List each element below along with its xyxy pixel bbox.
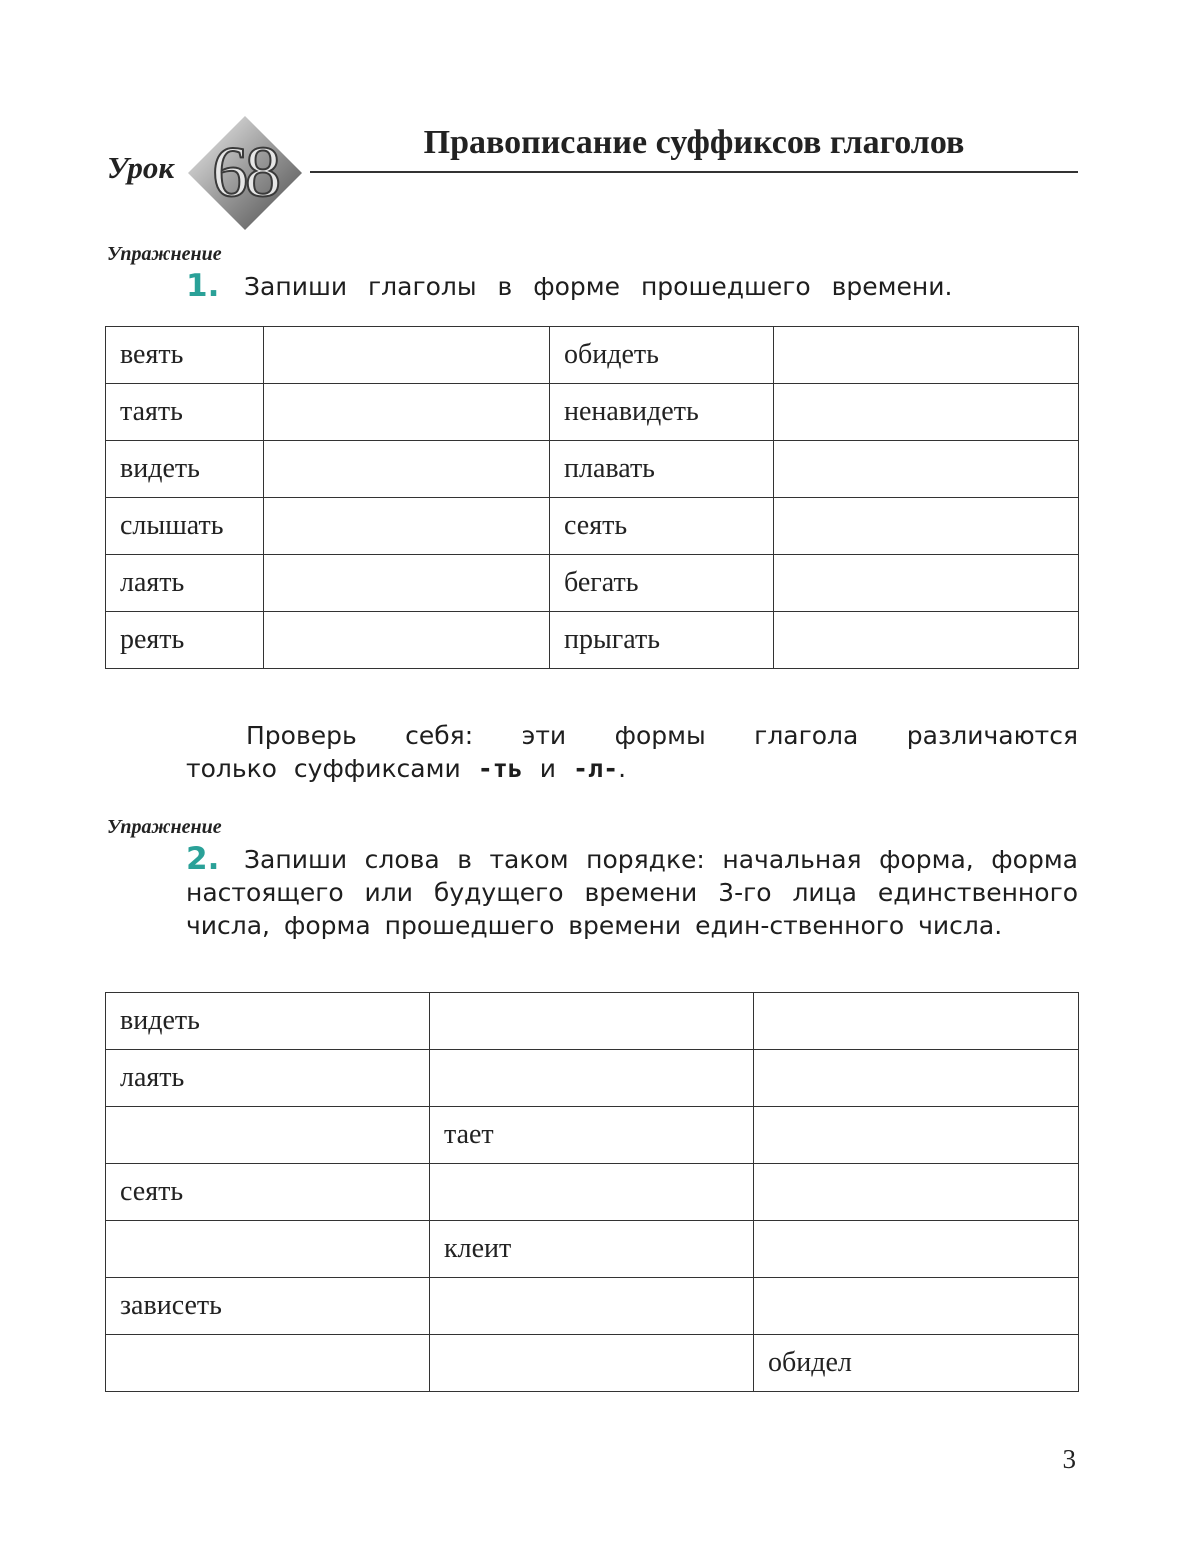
answer-cell[interactable] — [264, 612, 550, 669]
word-cell: клеит — [430, 1221, 754, 1278]
table-row — [106, 1050, 1079, 1107]
answer-cell[interactable] — [754, 1221, 1079, 1278]
answer-cell[interactable] — [430, 1335, 754, 1392]
word-cell: видеть — [106, 993, 430, 1050]
answer-cell[interactable] — [106, 1107, 430, 1164]
table-row — [106, 384, 1079, 441]
answer-cell[interactable] — [774, 498, 1079, 555]
check-line-1: Проверь себя: эти формы глагола различаются — [246, 721, 1078, 750]
answer-cell[interactable] — [754, 993, 1079, 1050]
word-cell: обидеть — [550, 327, 774, 384]
answer-cell[interactable] — [430, 1278, 754, 1335]
answer-cell[interactable] — [430, 993, 754, 1050]
exercise-1-table — [105, 326, 1079, 669]
word-cell: сеять — [106, 1164, 430, 1221]
lesson-number: 68 — [212, 132, 278, 212]
word-cell: ненавидеть — [550, 384, 774, 441]
suffix-2: -л- — [573, 754, 619, 783]
answer-cell[interactable] — [106, 1335, 430, 1392]
word-cell: лаять — [106, 555, 264, 612]
lesson-word: Урок — [107, 150, 175, 185]
table-row — [106, 555, 1079, 612]
answer-cell[interactable] — [774, 384, 1079, 441]
answer-cell[interactable] — [264, 441, 550, 498]
table-row — [106, 498, 1079, 555]
word-cell: обидел — [754, 1335, 1079, 1392]
table-row — [106, 1164, 1079, 1221]
suffix-1: -ть — [477, 754, 523, 783]
word-cell: веять — [106, 327, 264, 384]
exercise-1-label: Упражнение — [107, 243, 222, 265]
answer-cell[interactable] — [264, 555, 550, 612]
answer-cell[interactable] — [264, 498, 550, 555]
word-cell: таять — [106, 384, 264, 441]
answer-cell[interactable] — [754, 1107, 1079, 1164]
exercise-1-instruction: Запиши глаголы в форме прошедшего времени. — [244, 272, 953, 301]
word-cell: сеять — [550, 498, 774, 555]
answer-cell[interactable] — [774, 555, 1079, 612]
word-cell: тает — [430, 1107, 754, 1164]
word-cell: видеть — [106, 441, 264, 498]
table-row — [106, 1335, 1079, 1392]
table-row — [106, 1278, 1079, 1335]
word-cell: слышать — [106, 498, 264, 555]
answer-cell[interactable] — [774, 441, 1079, 498]
answer-cell[interactable] — [774, 327, 1079, 384]
word-cell: плавать — [550, 441, 774, 498]
table-row — [106, 441, 1079, 498]
table-row — [106, 1221, 1079, 1278]
word-cell: реять — [106, 612, 264, 669]
answer-cell[interactable] — [754, 1164, 1079, 1221]
answer-cell[interactable] — [264, 327, 550, 384]
lesson-number-badge — [186, 114, 304, 232]
answer-cell[interactable] — [106, 1221, 430, 1278]
title-underline — [310, 171, 1078, 173]
page-number: 3 — [1062, 1444, 1076, 1474]
table-row — [106, 327, 1079, 384]
word-cell: бегать — [550, 555, 774, 612]
table-row — [106, 993, 1079, 1050]
page-title: Правописание суффиксов глаголов — [423, 124, 965, 161]
answer-cell[interactable] — [754, 1278, 1079, 1335]
answer-cell[interactable] — [774, 612, 1079, 669]
table-row — [106, 1107, 1079, 1164]
check-line-2: только суффиксами -ть и -л-. — [186, 754, 627, 783]
exercise-2-label: Упражнение — [107, 816, 222, 838]
word-cell: зависеть — [106, 1278, 430, 1335]
check-yourself-note — [186, 719, 1078, 785]
exercise-1-number: 1. — [186, 268, 220, 304]
exercise-2-instruction: Запиши слова в таком порядке: начальная форма, форма настоящего или будущего времени 3-го лица единственного числа, форма прошедшего времени един-ственного числа. — [186, 845, 1078, 940]
answer-cell[interactable] — [264, 384, 550, 441]
table-row — [106, 612, 1079, 669]
word-cell: прыгать — [550, 612, 774, 669]
answer-cell[interactable] — [430, 1050, 754, 1107]
word-cell: лаять — [106, 1050, 430, 1107]
exercise-2-table — [105, 992, 1079, 1392]
exercise-2-number: 2. — [186, 841, 220, 877]
answer-cell[interactable] — [754, 1050, 1079, 1107]
answer-cell[interactable] — [430, 1164, 754, 1221]
